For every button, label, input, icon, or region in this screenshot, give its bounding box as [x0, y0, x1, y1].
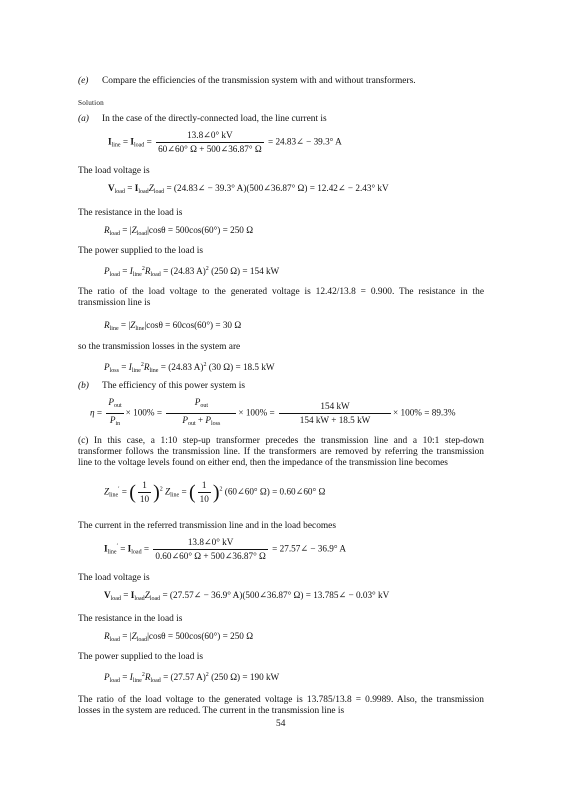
ratio-text-2: transmission line is — [78, 298, 151, 308]
part-c-text-3: line to the voltage levels found on either end, then the impedance of the transmission line becomes — [78, 458, 448, 468]
part-c-text-2: transformer follows the transmission line. If the transformers are removed by referring the transmission — [78, 447, 484, 457]
equation-referred-impedance: $Z_{line}'$ = ( $\frac{1}{10}$ )$^2$ $Z_{line}$ = ( $\frac{1}{10}$ )$^2$ (60∠60° Ω) = 0.60∠60° Ω — [104, 480, 326, 504]
text-load-voltage: The load voltage is — [78, 166, 150, 176]
ratio2-text-2: losses in the system are reduced. The current in the transmission line is — [78, 706, 345, 716]
text-resistance-load: The resistance in the load is — [78, 208, 183, 218]
text-referred-current: The current in the referred transmission line and in the load becomes — [78, 521, 336, 531]
equation-load-voltage: $V_{load} = I_{load}Z_{load}$ = (24.83∠ − 39.3° A)(500∠36.87° Ω) = 12.42∠ − 2.43° kV — [108, 183, 389, 195]
part-c-text-1: (c) In this case, a 1:10 step-up transformer precedes the transmission line and a 10:1 step-down — [78, 436, 484, 446]
text-power-load: The power supplied to the load is — [78, 246, 203, 256]
equation-efficiency: η = $\frac{P_{out}}{P_{in}}$ × 100% = $\frac{P_{out}}{P_{out} + P_{loss}}$ × 100% = $\frac{154 kW}{154 kW + 18.5 kW}$ × 100% = 89.3% — [90, 397, 456, 427]
equation-line-current: $I_{line} = I_{load}$ = $\frac{13.8\angle 0^\circ kV}{60\angle 60^\circ \Omega + 500\angle 36.87^\circ \Omega}$ = 24.83∠ − 39.3° A — [108, 130, 342, 154]
equation-load-voltage-2: $V_{load} = I_{load}Z_{load}$ = (27.57∠ − 36.9° A)(500∠36.87° Ω) = 13.785∠ − 0.03° kV — [104, 590, 390, 602]
equation-power-loss: $P_{loss} = I_{line}^2R_{line} = (24.83$ A)$^2$ (30 Ω) = 18.5 kW — [104, 362, 275, 374]
equation-resistance-load: $R_{load} = |Z_{load}|\cos\theta = 500\cos(60^\circ) = 250$ Ω — [104, 225, 254, 237]
equation-power-load: $P_{load} = I_{line}^2R_{load} = (24.83$ A)$^2$ (250 Ω) = 154 kW — [104, 266, 280, 278]
part-b-label: (b) — [78, 381, 89, 391]
ratio2-text-1: The ratio of the load voltage to the generated voltage is 13.785/13.8 = 0.9989. Also, the transmission — [78, 695, 484, 705]
equation-referred-current: $I_{line}' = I_{load}$ = $\frac{13.8\angle 0^\circ kV}{0.60\angle 60^\circ \Omega + 500\angle 36.87^\circ \Omega}$ = 27.57∠ − 36.9° A — [104, 537, 346, 561]
equation-power-load-2: $P_{load} = I_{line}^2R_{load} = (27.57$ A)$^2$ (250 Ω) = 190 kW — [104, 672, 280, 684]
text-power-load-2: The power supplied to the load is — [78, 652, 203, 662]
text-losses: so the transmission losses in the system are — [78, 342, 241, 352]
part-e-text: Compare the efficiencies of the transmission system with and without transformers. — [102, 76, 416, 86]
ratio-text-1: The ratio of the load voltage to the generated voltage is 12.42/13.8 = 0.900. The resistance in the — [78, 287, 484, 297]
part-a-label: (a) — [78, 114, 89, 124]
text-load-voltage-2: The load voltage is — [78, 573, 150, 583]
part-e-label: (e) — [78, 76, 89, 86]
part-a-intro: In the case of the directly-connected load, the line current is — [102, 114, 327, 124]
equation-resistance-line: $R_{line} = |Z_{line}|\cos\theta = 60\cos(60^\circ) = 30$ Ω — [104, 320, 242, 332]
part-b-text: The efficiency of this power system is — [102, 381, 246, 391]
solution-heading: Solution — [78, 99, 104, 107]
equation-resistance-load-2: $R_{load} = |Z_{load}|\cos\theta = 500\cos(60^\circ) = 250$ Ω — [104, 631, 254, 643]
page-number: 54 — [276, 719, 286, 729]
text-resistance-load-2: The resistance in the load is — [78, 614, 183, 624]
